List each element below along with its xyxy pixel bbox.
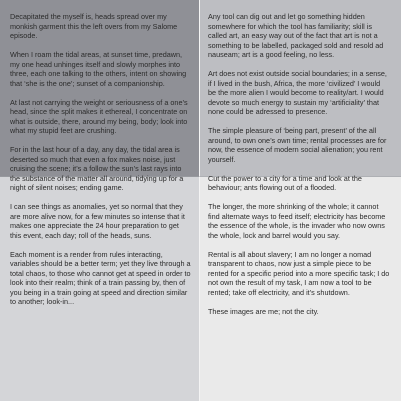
left-paragraph-1: Decapitated the myself is, heads spread over my monkish garment this the left overs from my Salome episode. [10, 12, 178, 40]
column-divider [199, 0, 200, 401]
left-paragraph-3: At last not carrying the weight or seriousness of a one’s head, since the split makes it ethereal, I concentrate on what is outside, there, around my being, body; look into what my stupid feet are crushing. [10, 97, 188, 135]
left-paragraph-2: When I roam the tidal areas, at sunset time, predawn, my one head unhinges itself and slowly morphes into three, each one talking to the others, intent on showing that ‘she is the one’; sunset of a companionship. [10, 50, 187, 88]
left-text-column [10, 12, 192, 316]
right-paragraph-6: Rental is all about slavery; I am no longer a nomad transparent to chaos, now just a simple piece to be rented for a specific period into a more specific task; I do not own the result of my task, I am now a tool to be rented; take off electricity, and it’s shutdown. [208, 249, 390, 297]
right-paragraph-1: Any tool can dig out and let go something hidden somewhere for which the tool has familiarity; skill is called art, an easy way out of the fact that art is not a something to be labelled, packaged sold and resold ad nauseam; art is a good feeling, no less. [208, 12, 384, 59]
right-paragraph-3: The simple pleasure of ‘being part, present’ of the all around, to own one’s own time; rental processes are for now, the essence of modern social alienation; you rent yourself. [208, 126, 387, 164]
right-paragraph-7: These images are me; not the city. [208, 306, 319, 316]
left-paragraph-6: Each moment is a render from rules interacting, variables should be a better term; yet they live through a total chaos, to those who cannot get at speed in order to look into their realm; think of a train passing by, then of you being in a train going at speed and direction similar to another; look-in... [10, 249, 191, 306]
right-paragraph-4: Cut the power to a city for a time and look at the behaviour; ants flowing out of a flooded. [208, 173, 362, 192]
left-paragraph-5: I can see things as anomalies, yet so normal that they are more alive now, for a few minutes so intense that it makes one appreciate the 24 hour preparation to get this event, each day; roll of the heads, suns. [10, 202, 185, 240]
right-paragraph-5: The longer, the more shrinking of the whole; it cannot find alternate ways to feed itself; electricity has become the essence of the whole, is the invader who now owns the whole, lock and barrel would you say. [208, 202, 386, 240]
left-paragraph-4: For in the last hour of a day, any day, the tidal area is deserted so much that even a fox makes noise, just cruising the scene; it’s a follow the sun’s last rays into the substance of the matter all around, tidying up for a night of silent noises; ending game. [10, 145, 184, 192]
right-text-column [208, 12, 390, 326]
right-paragraph-2: Art does not exist outside social boundaries; in a sense, if I lived in the bush, Africa, the more ‘civilized’ I would be the more alien I would become to reality/art. I would devote so much energy to sustain my ‘artificiality’ that none could be adressed to presence. [208, 69, 387, 116]
